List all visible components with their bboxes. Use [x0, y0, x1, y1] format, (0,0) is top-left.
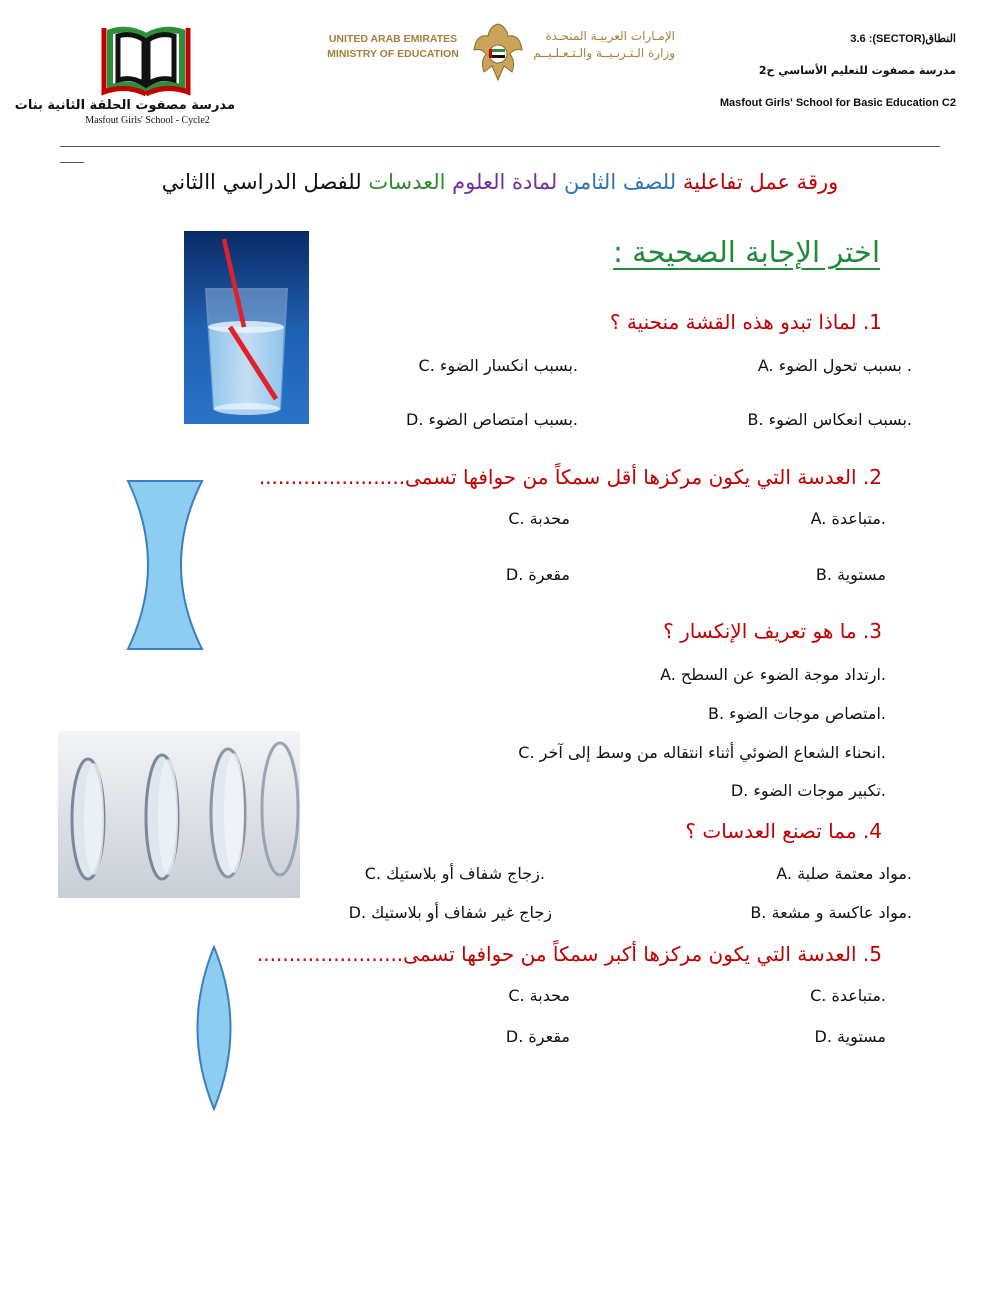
header-divider: [60, 146, 940, 147]
q1-option-b[interactable]: B. بسبب انعكاس الضوء.: [747, 410, 912, 429]
title-part-5: للفصل الدراسي االثاني: [161, 170, 362, 194]
q5-option-d1[interactable]: D. مستوية: [814, 1027, 886, 1046]
sector-label: النطاق(SECTOR): 3.6: [850, 33, 956, 45]
uae-emblem-falcon-icon: [472, 20, 524, 84]
q4-option-d[interactable]: D. زجاج غير شفاف أو بلاستيك: [348, 903, 552, 922]
ministry-arabic: [530, 28, 675, 62]
question-4: 4. مما تصنع العدسات ؟: [685, 819, 882, 843]
convex-lens-shape: [183, 945, 245, 1111]
q1-option-a[interactable]: A. بسبب تحول الضوء .: [757, 356, 912, 375]
q4-option-c[interactable]: C. زجاج شفاف أو بلاستيك.: [364, 864, 545, 883]
school-name-english: Masfout Girls' School - Cycle2: [85, 115, 210, 126]
q5-option-c1[interactable]: C. متباعدة.: [810, 986, 886, 1005]
question-3: 3. ما هو تعريف الإنكسار ؟: [663, 619, 882, 643]
worksheet-title: [0, 170, 1000, 194]
school-logo-book-icon: [100, 22, 192, 96]
ministry-ar: وزارة الـتـربـيــة والـتـعـلـيــم: [533, 46, 675, 60]
question-5: 5. العدسة التي يكون مركزها أكبر سمكاً من حوافها تسمى.......................: [256, 942, 882, 966]
school-name-arabic: مدرسة مصفوت الحلقة الثانية بنات: [14, 98, 235, 113]
instruction-heading: اختر الإجابة الصحيحة :: [613, 235, 880, 269]
question-2: 2. العدسة التي يكون مركزها أقل سمكاً من حوافها تسمى.......................: [258, 465, 882, 489]
q5-option-d2[interactable]: D. مقعرة: [505, 1027, 570, 1046]
q4-option-a[interactable]: A. مواد معتمة صلبة.: [776, 864, 912, 883]
country-ar: الإمـارات العربيـة المتحـدة: [545, 29, 675, 43]
q4-option-b[interactable]: B. مواد عاكسة و مشعة.: [750, 903, 912, 922]
concave-lens-shape: [124, 479, 206, 651]
q5-option-c2[interactable]: C. محدبة: [508, 986, 570, 1005]
title-part-3: لمادة العلوم: [445, 170, 558, 194]
q2-option-c[interactable]: C. محدبة: [508, 509, 570, 528]
title-part-1: ورقة عمل تفاعلية: [676, 170, 839, 194]
q3-option-a[interactable]: A. ارتداد موجة الضوء عن السطح.: [660, 665, 886, 684]
ministry-en: MINISTRY OF EDUCATION: [327, 48, 459, 60]
q1-option-d[interactable]: D. بسبب امتصاص الضوء.: [406, 410, 578, 429]
q2-option-b[interactable]: B. مستوية: [815, 565, 886, 584]
q3-option-b[interactable]: B. امتصاص موجات الضوء.: [707, 704, 886, 723]
q1-option-c[interactable]: C. بسبب انكسار الضوء.: [418, 356, 578, 375]
q3-option-c[interactable]: C. انحناء الشعاع الضوئي أثناء انتقاله من وسط إلى آخر.: [518, 743, 886, 762]
school-name-arabic-2: مدرسة مصفوت للتعليم الأساسي ح2: [758, 64, 956, 77]
question-1: 1. لماذا تبدو هذه القشة منحنية ؟: [609, 310, 882, 334]
q2-option-a[interactable]: A. متباعدة.: [810, 509, 886, 528]
school-name-english-2: Masfout Girls' School for Basic Education C2: [719, 97, 956, 109]
title-part-4: العدسات: [361, 170, 446, 194]
header-divider-short: [60, 162, 84, 163]
straw-in-glass-image: [184, 231, 309, 424]
country-en: UNITED ARAB EMIRATES: [328, 33, 458, 45]
ministry-english: [318, 32, 468, 62]
q3-option-d[interactable]: D. تكبير موجات الضوء.: [730, 781, 886, 800]
glass-lenses-photo: [58, 731, 300, 898]
title-part-2: للصف الثامن: [557, 170, 677, 194]
q2-option-d[interactable]: D. مقعرة: [505, 565, 570, 584]
